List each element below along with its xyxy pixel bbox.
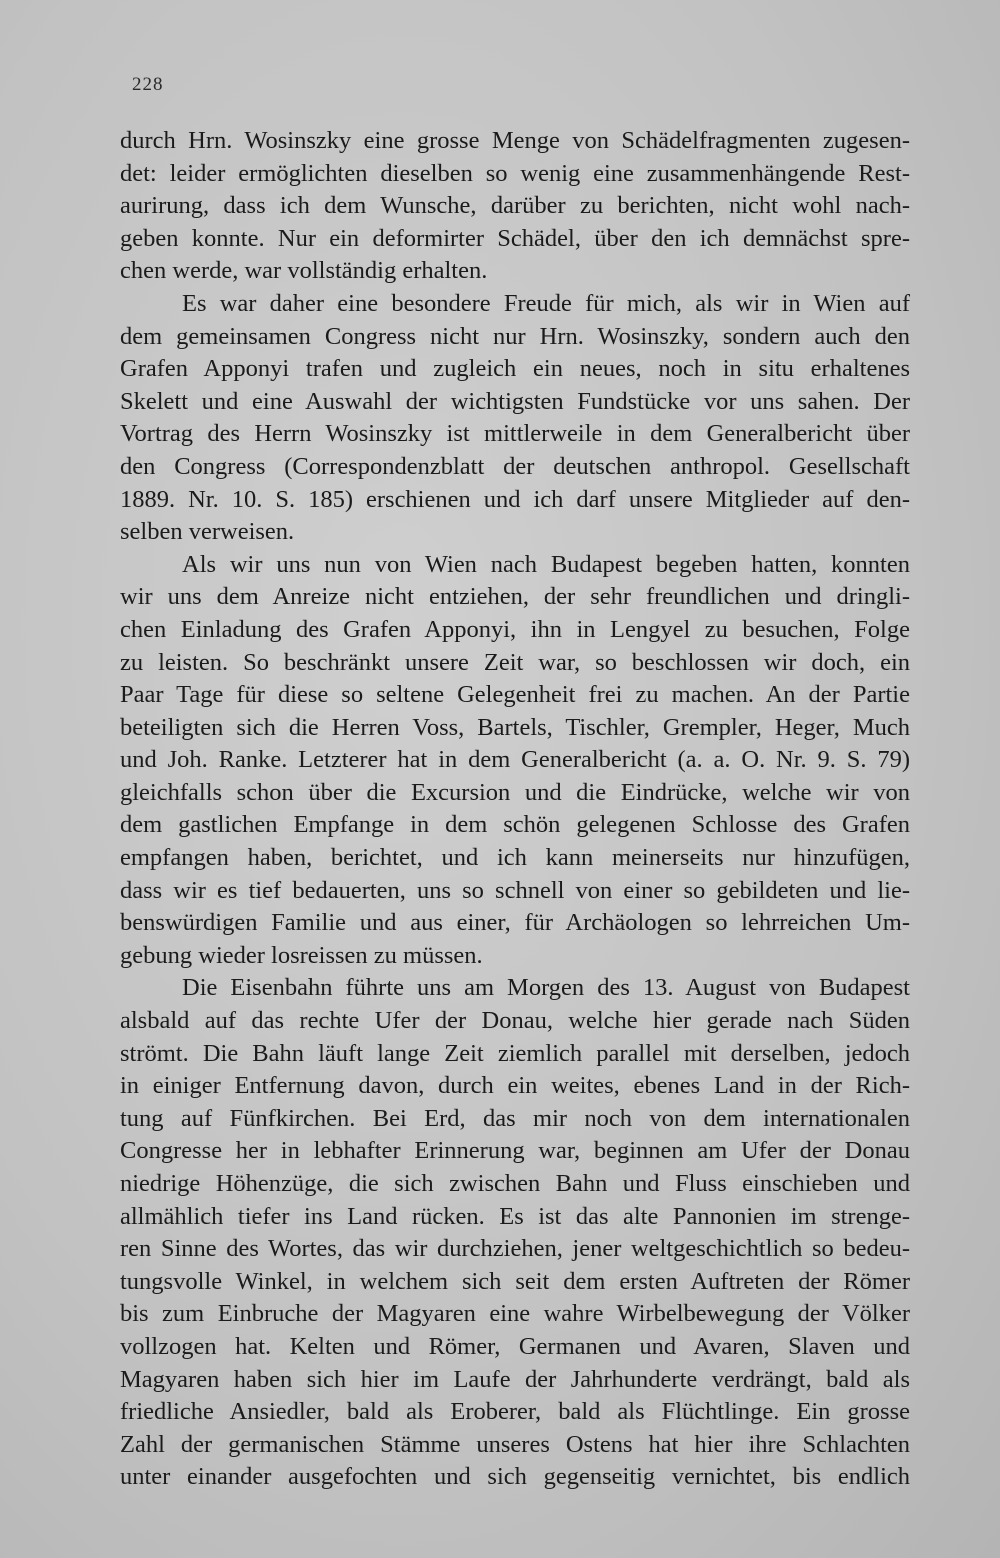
- text-line: 1889. Nr. 10. S. 185) erschienen und ich darf unsere Mitglieder auf den-: [120, 485, 910, 513]
- text-line: Als wir uns nun von Wien nach Budapest begeben hatten, konnten: [182, 550, 910, 578]
- text-line: tung auf Fünfkirchen. Bei Erd, das mir noch von dem internationalen: [120, 1104, 910, 1132]
- text-line: det: leider ermöglichten dieselben so wenig eine zusammenhängende Rest-: [120, 159, 910, 187]
- text-line: vollzogen hat. Kelten und Römer, Germanen und Avaren, Slaven und: [120, 1332, 910, 1360]
- text-line: dem gemeinsamen Congress nicht nur Hrn. Wosinszky, sondern auch den: [120, 322, 910, 350]
- text-line: tungsvolle Winkel, in welchem sich seit dem ersten Auftreten der Römer: [120, 1267, 910, 1295]
- text-line: unter einander ausgefochten und sich gegenseitig vernichtet, bis endlich: [120, 1463, 910, 1491]
- text-line: Magyaren haben sich hier im Laufe der Jahrhunderte verdrängt, bald als: [120, 1365, 910, 1393]
- text-line: alsbald auf das rechte Ufer der Donau, welche hier gerade nach Süden: [120, 1007, 910, 1035]
- text-line: Vortrag des Herrn Wosinszky ist mittlerweile in dem Generalbericht über: [120, 420, 910, 448]
- text-line: friedliche Ansiedler, bald als Eroberer, bald als Flüchtlinge. Ein grosse: [120, 1398, 910, 1426]
- text-line: den Congress (Correspondenzblatt der deutschen anthropol. Gesellschaft: [120, 452, 910, 480]
- paragraph-2: [120, 288, 910, 549]
- text-line: durch Hrn. Wosinszky eine grosse Menge von Schädelfragmenten zugesen-: [120, 127, 910, 154]
- paragraph-4: [120, 972, 910, 1494]
- text-line: selben verweisen.: [120, 518, 295, 546]
- text-line: und Joh. Ranke. Letzterer hat in dem Generalbericht (a. a. O. Nr. 9. S. 79): [120, 746, 910, 774]
- paragraph-1: [120, 125, 910, 288]
- text-line: dem gastlichen Empfange in dem schön gelegenen Schlosse des Grafen: [120, 811, 910, 839]
- text-line: chen Einladung des Grafen Apponyi, ihn in Lengyel zu besuchen, Folge: [120, 615, 910, 643]
- text-line: in einiger Entfernung davon, durch ein weites, ebenes Land in der Rich-: [120, 1072, 910, 1100]
- text-line: Grafen Apponyi trafen und zugleich ein neues, noch in situ erhaltenes: [120, 355, 910, 383]
- page-number: 228: [132, 74, 164, 95]
- text-line: Congresse her in lebhafter Erinnerung war, beginnen am Ufer der Donau: [120, 1137, 910, 1165]
- text-line: chen werde, war vollständig erhalten.: [120, 257, 488, 285]
- text-line: gleichfalls schon über die Excursion und die Eindrücke, welche wir von: [120, 778, 910, 806]
- text-line: dass wir es tief bedauerten, uns so schnell von einer so gebildeten und lie-: [120, 876, 910, 904]
- text-line: aurirung, dass ich dem Wunsche, darüber zu berichten, nicht wohl nach-: [120, 192, 910, 220]
- text-line: wir uns dem Anreize nicht entziehen, der sehr freundlichen und dringli-: [120, 583, 910, 611]
- text-line: geben konnte. Nur ein deformirter Schädel, über den ich demnächst spre-: [120, 224, 910, 252]
- text-line: Zahl der germanischen Stämme unseres Ostens hat hier ihre Schlachten: [120, 1430, 910, 1458]
- text-line: beteiligten sich die Herren Voss, Bartels, Tischler, Grempler, Heger, Much: [120, 713, 910, 741]
- text-line: benswürdigen Familie und aus einer, für Archäologen so lehrreichen Um-: [120, 909, 910, 937]
- text-line: zu leisten. So beschränkt unsere Zeit war, so beschlossen wir doch, ein: [120, 648, 910, 676]
- text-line: strömt. Die Bahn läuft lange Zeit ziemlich parallel mit derselben, jedoch: [120, 1039, 910, 1067]
- text-line: Paar Tage für diese so seltene Gelegenheit frei zu machen. An der Partie: [120, 681, 910, 709]
- text-line: Die Eisenbahn führte uns am Morgen des 13. August von Budapest: [182, 974, 910, 1002]
- text-line: Es war daher eine besondere Freude für mich, als wir in Wien auf: [182, 289, 910, 317]
- text-line: niedrige Höhenzüge, die sich zwischen Bahn und Fluss einschieben und: [120, 1170, 910, 1197]
- text-line: allmählich tiefer ins Land rücken. Es ist das alte Pannonien im strenge-: [120, 1202, 910, 1230]
- text-line: Skelett und eine Auswahl der wichtigsten Fundstücke vor uns sahen. Der: [120, 387, 910, 415]
- text-line: ren Sinne des Wortes, das wir durchziehen, jener weltgeschichtlich so bedeu-: [120, 1235, 910, 1263]
- text-line: empfangen haben, berichtet, und ich kann meinerseits nur hinzufügen,: [120, 844, 910, 872]
- body-text: [120, 125, 910, 1494]
- paragraph-3: [120, 549, 910, 973]
- text-line: bis zum Einbruche der Magyaren eine wahre Wirbelbewegung der Völker: [120, 1300, 910, 1328]
- text-line: gebung wieder losreissen zu müssen.: [120, 941, 483, 969]
